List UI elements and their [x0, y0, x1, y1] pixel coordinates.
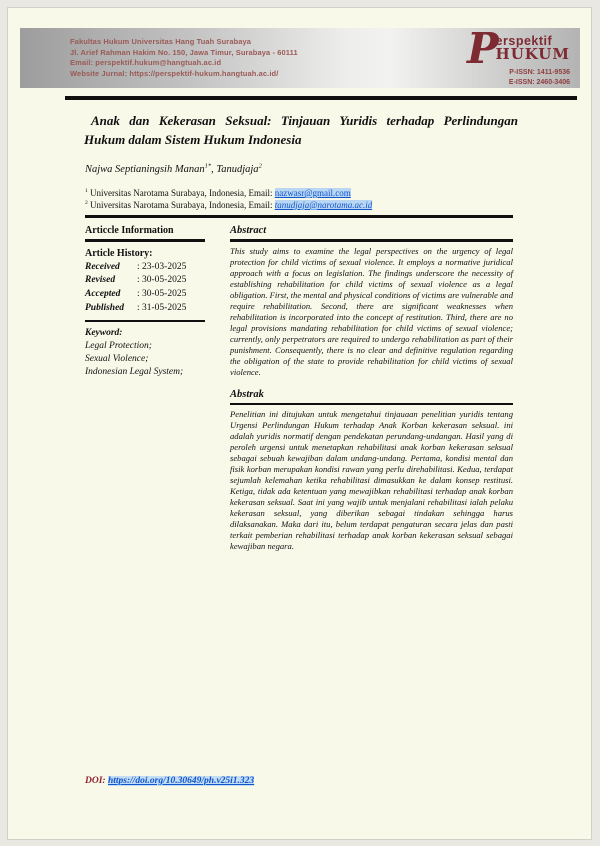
journal-logo	[466, 24, 570, 87]
affiliation1-text: Universitas Narotama Surabaya, Indonesia, Email:	[87, 188, 275, 198]
journal-contact-block	[70, 37, 298, 79]
authors-line	[85, 164, 515, 175]
journal-website: Website Jurnal: https://perspektif-hukum.hangtuah.ac.id/	[70, 68, 279, 78]
abstract-id-heading: Abstrak	[230, 388, 264, 400]
keyword-item: Legal Protection;	[85, 341, 152, 352]
history-row-accepted	[85, 288, 213, 302]
journal-email: Email: perspektif.hukum@hangtuah.ac.id	[70, 58, 222, 67]
affiliation2-superscript: 2	[85, 199, 88, 206]
author1-superscript: 1*	[204, 162, 212, 170]
history-value: : 31-05-2025	[137, 302, 187, 313]
history-row-published	[85, 302, 213, 316]
history-value: : 23-03-2025	[137, 261, 187, 272]
logo-word-hukum: HUKUM	[495, 45, 570, 63]
history-row-received	[85, 261, 213, 275]
history-label: Received	[85, 261, 120, 272]
author2-email-link[interactable]: tanudjaja@narotama.ac.id	[274, 199, 373, 210]
keyword-item: Indonesian Legal System;	[85, 367, 184, 378]
institution-address: Jl. Arief Rahman Hakim No. 150, Jawa Timur, Surabaya - 60111	[70, 47, 298, 57]
keyword-heading: Keyword:	[85, 328, 123, 339]
history-value: : 30-05-2025	[137, 289, 187, 300]
keyword-item: Sexual Violence;	[85, 354, 149, 365]
journal-header-banner	[20, 24, 580, 88]
author1-email-link[interactable]: nazwasr@gmail.com	[274, 188, 351, 198]
article-information-underline	[85, 239, 205, 242]
abstract-en-text: This study aims to examine the legal perspectives on the urgency of legal protection for child victims of sexual violence. It employs a normative juridical approach with a focus on legislation. The findings underscore the necessity of establishing rehabilitation for child victims of sexual violence as a legal obligation. First, the mental and physical conditions of victims are vulnerable and require rehabilitation. Second, there are significant weaknesses when rehabilitation is incorporated into the concept of restitution. Third, there are no legal provisions mandating rehabilitation for child victims of sexual violence; currently, only perpetrators are required to undergo rehabilitation as part of their punishment. Consequently, there is no clear and definitive regulation regarding the obligation of the state to provide rehabilitation for child victims of sexual violence.	[230, 245, 514, 377]
author-separator: ,	[211, 164, 217, 175]
abstract-id-underline	[230, 403, 513, 406]
article-history-heading: Article History:	[85, 247, 153, 259]
e-issn: E-ISSN: 2460-3406	[508, 78, 570, 86]
header-divider	[65, 96, 577, 100]
doi-line	[85, 776, 254, 786]
article-title: Anak dan Kekerasan Seksual: Tinjauan Yuridis terhadap Perlindungan Hukum dalam Sistem Hukum Indonesia	[84, 113, 518, 147]
affiliation-line-1	[85, 188, 515, 200]
history-value: : 30-05-2025	[137, 275, 187, 286]
doi-link[interactable]: https://doi.org/10.30649/ph.v25i1.323	[107, 776, 255, 786]
author2-name: Tanudjaja	[216, 164, 259, 175]
history-row-revised	[85, 274, 213, 288]
logo-word-perspektif: erspektif	[495, 34, 553, 48]
abstract-en-heading: Abstract	[230, 225, 267, 236]
abstract-column	[230, 224, 513, 552]
history-label: Accepted	[85, 289, 121, 300]
affiliation1-superscript: 1	[85, 188, 88, 194]
article-information-heading: Articcle Information	[85, 225, 174, 236]
article-information-column	[85, 224, 213, 379]
abstract-en-underline	[230, 239, 513, 242]
affiliations-block	[85, 188, 515, 211]
history-label: Published	[85, 302, 125, 313]
doi-label: DOI:	[85, 776, 106, 786]
history-label: Revised	[85, 275, 116, 286]
history-underline	[85, 320, 205, 323]
author2-superscript: 2	[258, 162, 262, 170]
author1-name: Najwa Septianingsih Manan	[85, 164, 205, 175]
affiliation-line-2	[85, 200, 515, 212]
institution-name: Fakultas Hukum Universitas Hang Tuah Surabaya	[70, 37, 252, 46]
affiliation2-text: Universitas Narotama Surabaya, Indonesia, Email:	[87, 199, 275, 210]
logo-script-p-icon: P	[466, 24, 499, 73]
abstract-id-text: Penelitian ini ditujukan untuk mengetahui tinjauaan penelitian yuridis tentang Urgensi Perlindungan Hukum terhadap Anak Korban kekerasan seksual. ini adalah yuridis normatif dengan pendekatan perundang-undangan. Hasil yang di peroleh urgensi untuk menetapkan rehabilitasi anak korban kekerasan seksual sebagai sebuah kewajiban dalam undang-undang. Pertama, kondisi mental dan fisik korban merupakan kondisi rawan yang perlu direhabilitasi. Kedua, terdapat sejumlah kelemahan ketika rehabilitasi dimasukkan ke dalam konsep restitusi. Ketiga, tidak ada ketentuan yang mewajibkan rehabilitasi terhadap anak korban kekerasan seksual. Saat ini yang wajib untuk menjalani rehabilitasi ialah pelaku kekerasan seksual, yang diberikan sebagai tindakan sehingga harus dilaksanakan. Maka dari itu, belum terdapat pengaturan secara jelas dan pasti terkait pemberian rehabilitasi terhadap anak korban kekerasan seksual sebagai kewajiban negara.	[230, 409, 513, 551]
affiliations-divider	[85, 215, 513, 218]
p-issn: P-ISSN: 1411-9536	[509, 69, 570, 76]
